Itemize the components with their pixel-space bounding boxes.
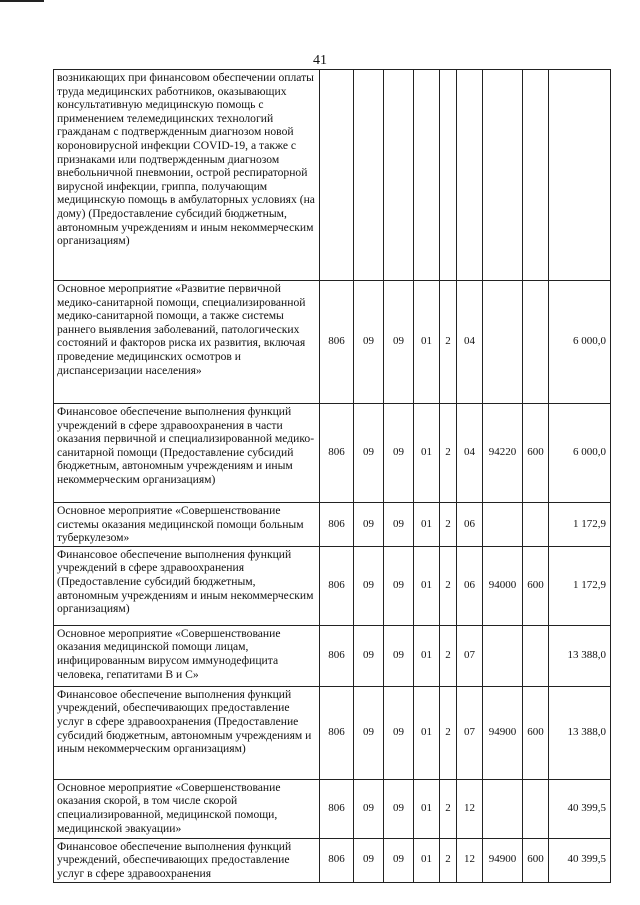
row-description: Основное мероприятие «Совершенствование системы оказания медицинской помощи больным туберкулезом» bbox=[54, 503, 320, 547]
event-code: 06 bbox=[457, 503, 483, 547]
subsection-code: 09 bbox=[384, 838, 414, 882]
budget-table bbox=[53, 69, 611, 883]
section-code: 09 bbox=[354, 503, 384, 547]
ministry-code: 806 bbox=[320, 546, 354, 625]
section-code bbox=[354, 70, 384, 281]
expense-type-code bbox=[523, 503, 549, 547]
section-code: 09 bbox=[354, 546, 384, 625]
section-code: 09 bbox=[354, 625, 384, 686]
table-row bbox=[54, 779, 611, 838]
section-code: 09 bbox=[354, 779, 384, 838]
expense-type-code: 600 bbox=[523, 404, 549, 503]
subprogram-code: 2 bbox=[440, 503, 457, 547]
expense-type-code: 600 bbox=[523, 686, 549, 779]
program-code: 01 bbox=[414, 838, 440, 882]
ministry-code: 806 bbox=[320, 838, 354, 882]
direction-code: 94220 bbox=[483, 404, 523, 503]
row-description: Финансовое обеспечение выполнения функций учреждений, обеспечивающих предоставление услуг в сфере здравоохранения (Предоставление субсидий бюджетным, автономным учреждениям и иным некоммерческим организациям) bbox=[54, 686, 320, 779]
table-row bbox=[54, 404, 611, 503]
subsection-code: 09 bbox=[384, 404, 414, 503]
table-row bbox=[54, 686, 611, 779]
event-code: 07 bbox=[457, 686, 483, 779]
table-row bbox=[54, 281, 611, 404]
subprogram-code: 2 bbox=[440, 625, 457, 686]
event-code: 12 bbox=[457, 779, 483, 838]
row-description: возникающих при финансовом обеспечении оплаты труда медицинских работников, оказывающих консультативную медицинскую помощь с применением телемедицинских технологий гражданам с подтвержденным диагнозом новой короновирусной инфекции COVID-19, а также с признаками или подтвержденным диагнозом внебольничной пневмонии, острой респираторной вирусной инфекции, гриппа, получающим медицинскую помощь в амбулаторных условиях (на дому) (Предоставление субсидий бюджетным, автономным учреждениям и иным некоммерческим организациям) bbox=[54, 70, 320, 281]
program-code: 01 bbox=[414, 779, 440, 838]
subprogram-code bbox=[440, 70, 457, 281]
amount-value: 40 399,5 bbox=[549, 779, 611, 838]
amount-value: 6 000,0 bbox=[549, 404, 611, 503]
event-code: 12 bbox=[457, 838, 483, 882]
table-row bbox=[54, 546, 611, 625]
subsection-code: 09 bbox=[384, 281, 414, 404]
program-code: 01 bbox=[414, 281, 440, 404]
amount-value: 13 388,0 bbox=[549, 686, 611, 779]
expense-type-code bbox=[523, 625, 549, 686]
table-row bbox=[54, 503, 611, 547]
program-code: 01 bbox=[414, 625, 440, 686]
expense-type-code bbox=[523, 779, 549, 838]
ministry-code: 806 bbox=[320, 404, 354, 503]
program-code: 01 bbox=[414, 546, 440, 625]
row-description: Основное мероприятие «Развитие первичной медико-санитарной помощи, специализированной медико-санитарной помощи, а также системы раннего выявления заболеваний, патологических состояний и факторов риска их развития, включая проведение медицинских осмотров и диспансеризации населения» bbox=[54, 281, 320, 404]
direction-code bbox=[483, 281, 523, 404]
page-number: 41 bbox=[313, 53, 327, 68]
amount-value: 6 000,0 bbox=[549, 281, 611, 404]
subsection-code: 09 bbox=[384, 546, 414, 625]
ministry-code: 806 bbox=[320, 281, 354, 404]
program-code: 01 bbox=[414, 503, 440, 547]
ministry-code bbox=[320, 70, 354, 281]
expense-type-code: 600 bbox=[523, 546, 549, 625]
table-row bbox=[54, 838, 611, 882]
section-code: 09 bbox=[354, 404, 384, 503]
ministry-code: 806 bbox=[320, 503, 354, 547]
expense-type-code bbox=[523, 70, 549, 281]
section-code: 09 bbox=[354, 838, 384, 882]
event-code bbox=[457, 70, 483, 281]
amount-value bbox=[549, 70, 611, 281]
amount-value: 40 399,5 bbox=[549, 838, 611, 882]
amount-value: 1 172,9 bbox=[549, 503, 611, 547]
direction-code: 94900 bbox=[483, 686, 523, 779]
subprogram-code: 2 bbox=[440, 546, 457, 625]
event-code: 04 bbox=[457, 404, 483, 503]
direction-code bbox=[483, 503, 523, 547]
expense-type-code: 600 bbox=[523, 838, 549, 882]
event-code: 04 bbox=[457, 281, 483, 404]
subsection-code: 09 bbox=[384, 779, 414, 838]
event-code: 07 bbox=[457, 625, 483, 686]
program-code bbox=[414, 70, 440, 281]
section-code: 09 bbox=[354, 686, 384, 779]
row-description: Основное мероприятие «Совершенствование оказания медицинской помощи лицам, инфицированным вирусом иммунодефицита человека, гепатитами В и С» bbox=[54, 625, 320, 686]
direction-code bbox=[483, 779, 523, 838]
row-description: Финансовое обеспечение выполнения функций учреждений, обеспечивающих предоставление услуг в сфере здравоохранения bbox=[54, 838, 320, 882]
event-code: 06 bbox=[457, 546, 483, 625]
table-row bbox=[54, 70, 611, 281]
subsection-code bbox=[384, 70, 414, 281]
subsection-code: 09 bbox=[384, 686, 414, 779]
direction-code bbox=[483, 70, 523, 281]
subsection-code: 09 bbox=[384, 503, 414, 547]
scan-corner-mark bbox=[0, 0, 44, 2]
row-description: Финансовое обеспечение выполнения функций учреждений в сфере здравоохранения в части оказания первичной и специализированной медико-санитарной помощи (Предоставление субсидий бюджетным, автономным учреждениям и иным некоммерческим организациям) bbox=[54, 404, 320, 503]
budget-table-body bbox=[54, 70, 611, 883]
amount-value: 13 388,0 bbox=[549, 625, 611, 686]
expense-type-code bbox=[523, 281, 549, 404]
subprogram-code: 2 bbox=[440, 779, 457, 838]
subprogram-code: 2 bbox=[440, 404, 457, 503]
ministry-code: 806 bbox=[320, 686, 354, 779]
row-description: Основное мероприятие «Совершенствование оказания скорой, в том числе скорой специализированной, медицинской помощи, медицинской эвакуации» bbox=[54, 779, 320, 838]
section-code: 09 bbox=[354, 281, 384, 404]
ministry-code: 806 bbox=[320, 779, 354, 838]
row-description: Финансовое обеспечение выполнения функций учреждений в сфере здравоохранения (Предоставление субсидий бюджетным, автономным учреждениям и иным некоммерческим организациям) bbox=[54, 546, 320, 625]
program-code: 01 bbox=[414, 686, 440, 779]
amount-value: 1 172,9 bbox=[549, 546, 611, 625]
direction-code: 94000 bbox=[483, 546, 523, 625]
direction-code bbox=[483, 625, 523, 686]
program-code: 01 bbox=[414, 404, 440, 503]
table-row bbox=[54, 625, 611, 686]
ministry-code: 806 bbox=[320, 625, 354, 686]
subprogram-code: 2 bbox=[440, 838, 457, 882]
direction-code: 94900 bbox=[483, 838, 523, 882]
subsection-code: 09 bbox=[384, 625, 414, 686]
subprogram-code: 2 bbox=[440, 686, 457, 779]
subprogram-code: 2 bbox=[440, 281, 457, 404]
